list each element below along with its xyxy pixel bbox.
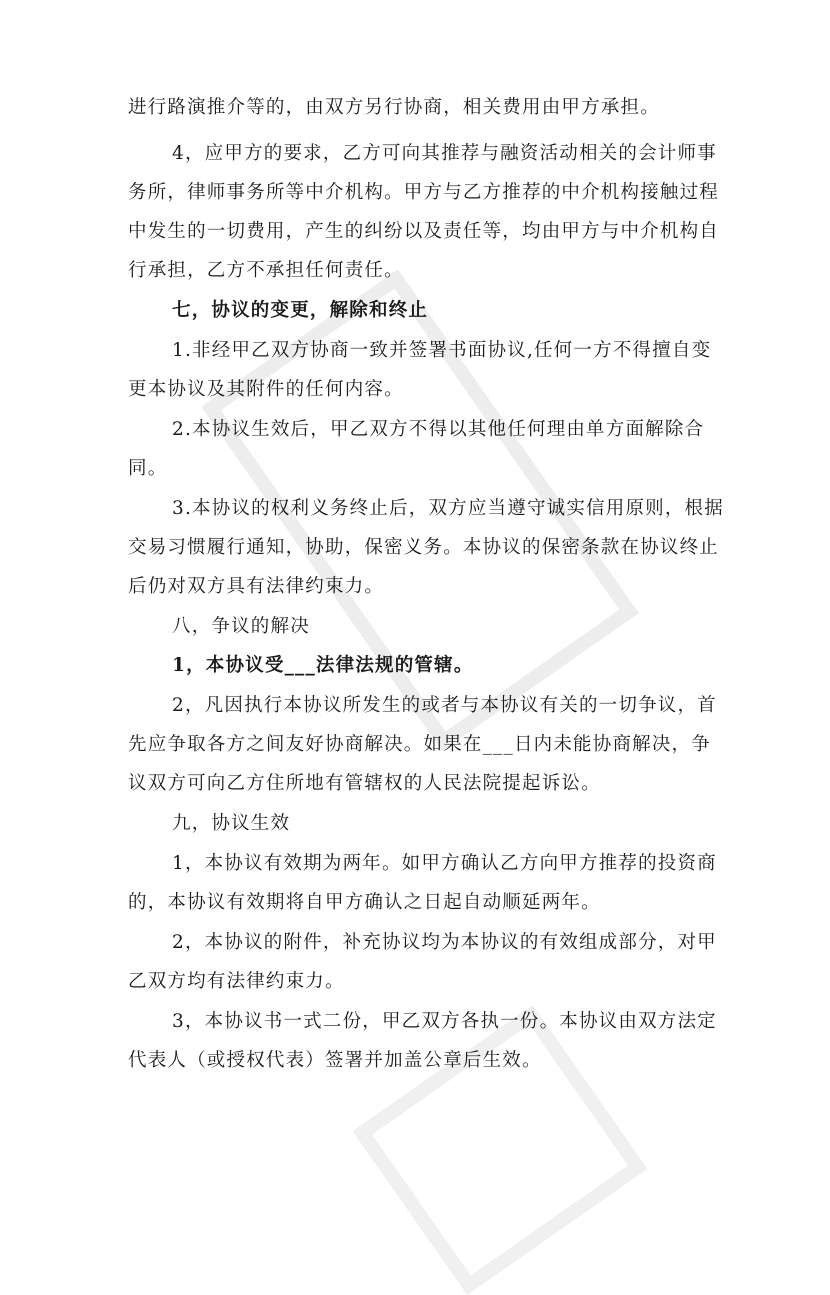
section-heading-9: 九，协议生效 — [172, 813, 291, 834]
paragraph-line-bold: 1，本协议受___法律法规的管辖。 — [172, 655, 474, 676]
paragraph-line: 4，应甲方的要求，乙方可向其推荐与融资活动相关的会计师事 — [172, 143, 717, 164]
paragraph-line: 3.本协议的权利义务终止后，双方应当遵守诚实信用原则，根据 — [172, 498, 724, 519]
paragraph-line: 先应争取各方之间友好协商解决。如果在___日内未能协商解决，争 — [128, 734, 711, 755]
paragraph-line: 2，凡因执行本协议所发生的或者与本协议有关的一切争议，首 — [172, 695, 717, 716]
paragraph-line: 同。 — [128, 458, 168, 479]
paragraph-line: 务所，律师事务所等中介机构。甲方与乙方推荐的中介机构接触过程 — [128, 182, 720, 203]
paragraph-line: 代表人（或授权代表）签署并加盖公章后生效。 — [128, 1050, 542, 1071]
section-heading-8: 八，争议的解决 — [172, 616, 310, 637]
paragraph-line: 2，本协议的附件，补充协议均为本协议的有效组成部分，对甲 — [172, 932, 717, 953]
paragraph-line: 乙双方均有法律约束力。 — [128, 971, 345, 992]
paragraph-line: 的，本协议有效期将自甲方确认之日起自动顺延两年。 — [128, 892, 601, 913]
paragraph-line: 2.本协议生效后，甲乙双方不得以其他任何理由单方面解除合 — [172, 419, 705, 440]
paragraph-line: 1，本协议有效期为两年。如甲方确认乙方向甲方推荐的投资商 — [172, 853, 717, 874]
paragraph-line: 3，本协议书一式二份，甲乙双方各执一份。本协议由双方法定 — [172, 1011, 717, 1032]
paragraph-line: 更本协议及其附件的任何内容。 — [128, 379, 404, 400]
paragraph-line: 交易习惯履行通知，协助，保密义务。本协议的保密条款在协议终止 — [128, 537, 720, 558]
section-heading-7: 七，协议的变更，解除和终止 — [172, 300, 429, 321]
paragraph-line: 议双方可向乙方住所地有管辖权的人民法院提起诉讼。 — [128, 773, 601, 794]
paragraph-line: 后仍对双方具有法律约束力。 — [128, 576, 385, 597]
paragraph-line: 中发生的一切费用，产生的纠纷以及责任等，均由甲方与中介机构自 — [128, 221, 720, 242]
paragraph-line: 进行路演推介等的，由双方另行协商，相关费用由甲方承担。 — [128, 97, 660, 118]
paragraph-line: 1.非经甲乙双方协商一致并签署书面协议,任何一方不得擅自变 — [172, 340, 712, 361]
paragraph-line: 行承担，乙方不承担任何责任。 — [128, 260, 404, 281]
